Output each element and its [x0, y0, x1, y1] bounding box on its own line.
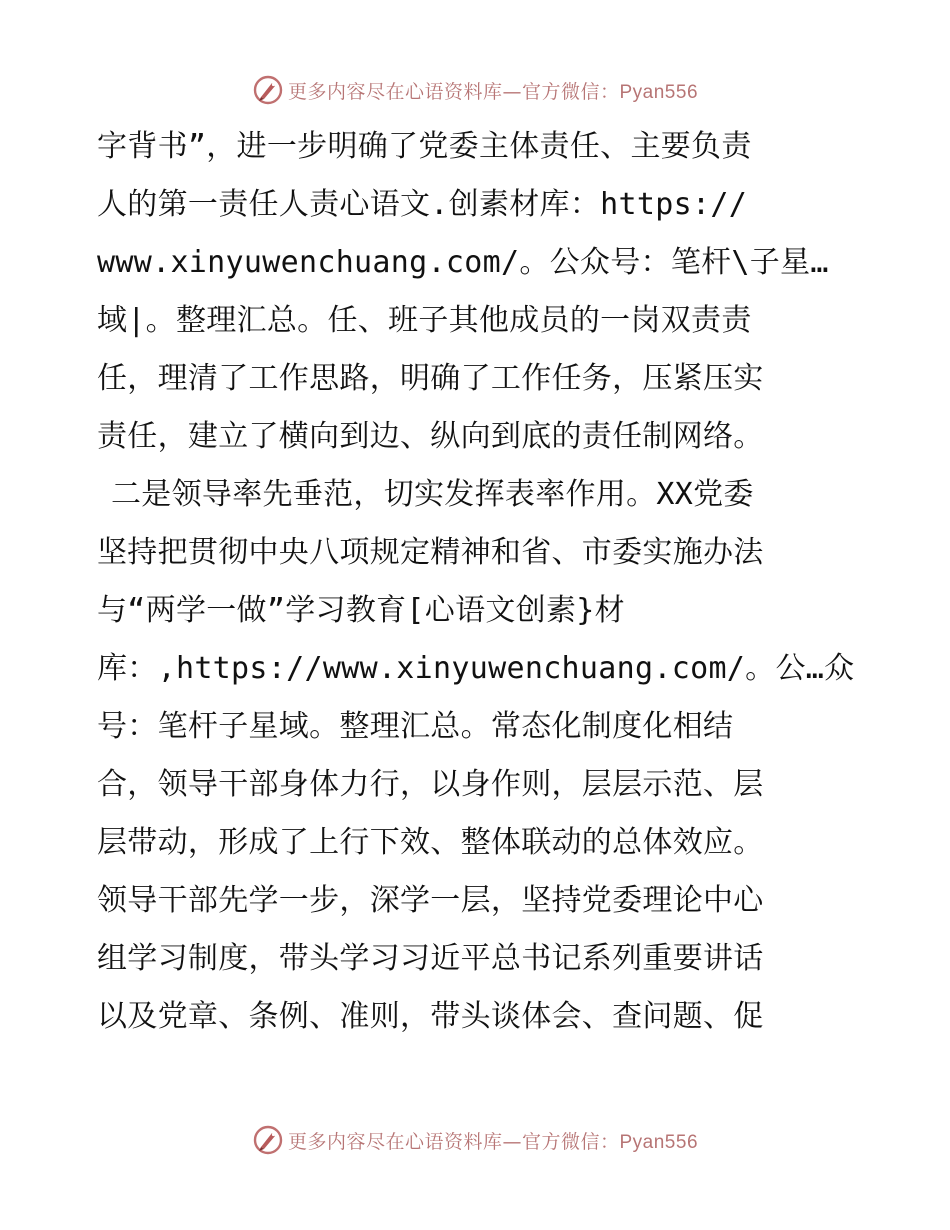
document-body [97, 118, 857, 1046]
banner-dash: — [502, 80, 522, 103]
banner-dash: — [502, 1130, 522, 1153]
header-banner [0, 73, 950, 107]
pen-logo-icon [252, 74, 284, 106]
banner-site-text: 更多内容尽在心语资料库 [287, 80, 503, 103]
body-line: 以及党章、条例、准则，带头谈体会、查问题、促 [97, 999, 764, 1034]
body-line: 任，理清了工作思路，明确了工作任务，压紧压实 [97, 361, 764, 396]
body-line: 坚持把贯彻中央八项规定精神和省、市委实施办法 [97, 535, 764, 570]
banner-text [288, 1127, 698, 1154]
banner-wechat-handle: Pyan556 [619, 1131, 699, 1153]
body-line: 字背书”，进一步明确了党委主体责任、主要负责 [97, 129, 752, 164]
body-line: 层带动，形成了上行下效、整体联动的总体效应。 [97, 825, 764, 860]
body-line: 二是领导率先垂范，切实发挥表率作用。XX党委 [111, 477, 754, 512]
body-line: 号：笔杆子星域。整理汇总。常态化制度化相结 [97, 709, 734, 744]
banner-wechat-label: 官方微信： [521, 80, 620, 103]
footer-banner [0, 1123, 950, 1157]
body-line: 责任，建立了横向到边、纵向到底的责任制网络。 [97, 419, 764, 454]
body-line: 与“两学一做”学习教育[心语文创素}材 [97, 593, 625, 628]
body-line: 合，领导干部身体力行，以身作则，层层示范、层 [97, 767, 764, 802]
body-line: 库：,https://www.xinyuwenchuang.com/。公…众 [97, 651, 855, 686]
body-line: 组学习制度，带头学习习近平总书记系列重要讲话 [97, 941, 764, 976]
banner-site-text: 更多内容尽在心语资料库 [287, 1130, 503, 1153]
pen-logo-icon [252, 1124, 284, 1156]
banner-text [288, 77, 698, 104]
body-line: 域|。整理汇总。任、班子其他成员的一岗双责责 [97, 303, 752, 338]
banner-wechat-handle: Pyan556 [619, 81, 699, 103]
banner-wechat-label: 官方微信： [521, 1130, 620, 1153]
body-line: 领导干部先学一步，深学一层，坚持党委理论中心 [97, 883, 764, 918]
body-line: www.xinyuwenchuang.com/。公众号：笔杆\子星… [97, 245, 829, 280]
body-line: 人的第一责任人责心语文.创素材库：https:// [97, 187, 748, 222]
